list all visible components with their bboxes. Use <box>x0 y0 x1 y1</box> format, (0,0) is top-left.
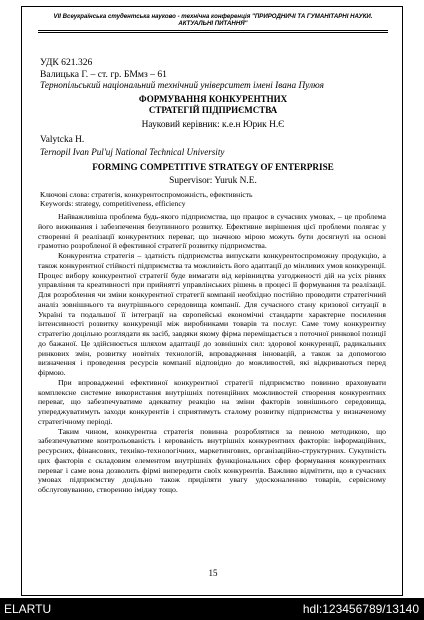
document-page <box>21 6 403 596</box>
author-en: Valytcka H. <box>40 135 85 145</box>
article-body <box>38 212 386 495</box>
title-ua: ФОРМУВАННЯ КОНКУРЕНТНИХ СТРАТЕГІЙ ПІДПРИЄМСТВА <box>138 94 288 115</box>
page-number: 15 <box>208 568 218 578</box>
supervisor-ua: Науковий керівник: к.е.н Юрик Н.Є <box>141 120 285 130</box>
handle-id: hdl:123456789/13140 <box>302 602 419 616</box>
institution-ua: Тернопільський національний технічний університет імені Івана Пулюя <box>40 81 324 91</box>
keywords-en: Keywords: strategy, competitiveness, efficiency <box>40 199 186 208</box>
conference-line-2: АКТУАЛЬНІ ПИТАННЯ" <box>178 20 248 27</box>
header-rule-top <box>38 30 388 31</box>
conference-line-1: VII Всеукраїнська студентська науково - технічна конференція "ПРИРОДНИЧІ ТА ГУМАНІТАРНІ НАУКИ. <box>53 13 373 20</box>
footer-bar <box>0 598 424 620</box>
udc-code: УДК 621.326 <box>40 57 93 68</box>
paragraph: Конкурентна стратегія – здатність підприємства випускати конкурентоспроможну продукцію, а також конкурентної стійкості підприємства та можливість його адаптації до мінливих умов конкуренції. Процес вибору конкурентної стратегії буде вимагати від керівництва узгодженості дій на усіх рівнях управління та креативності при прийнятті управлінських рішень в процесі її формування та реалізації. Для розроблення чи зміни конкурентної стратегії компанії необхідно постійно проводити стратегічний аналіз зовнішнього та внутрішнього середовища компанії. Для сучасного стану кризової ситуації в Україні та подальшої її інтеграції на європейські економічні стандарти характерне посилення інтенсивності розвитку конкуренції між виробниками товарів та послуг. Саме тому конкурентну стратегію доцільно розглядати як засіб, завдяки якому фірма переміщається з поточної ринкової позиції до бажаної. Це здійснюється шляхом адаптації до зовнішніх сил: здорової конкуренції, радикальних ринкових змін, розвитку новітніх технологій, впровадження інновацій, а також за допомогою визначення і проведення ресурсів компанії відповідно до можливостей, які відкриваються перед фірмою. <box>38 251 386 377</box>
paragraph: При впровадженні ефективної конкурентної стратегії підприємство повинно враховувати комплексне системне використання внутрішніх потенційних можливостей створення конкурентних переваг, що забезпечуватиме адекватну реакцію на зміни факторів зовнішнього середовища, упереджуватимуть заходи конкурентів і сприятимуть сталому розвитку підприємства у визначеному стратегічному періоді. <box>38 377 386 426</box>
supervisor-en: Supervisor: Yuruk N.E. <box>169 176 257 186</box>
paragraph: Найважливіша проблема будь-якого підприємства, що працює в сучасних умовах, – це проблема його виживання і забезпечення безупинного розвитку. Ефективне вирішення цієї проблеми полягає у створенні й реалізації конкурентних переваг, що значною мірою можуть бути досягнуті на основі грамотно розробленої й ефективної стратегії розвитку підприємства. <box>38 212 386 251</box>
title-en: FORMING COMPETITIVE STRATEGY OF ENTERPRISE <box>92 162 334 172</box>
header-rule-bottom <box>38 32 388 33</box>
repository-name: ELARTU <box>4 602 52 616</box>
conference-header <box>42 13 384 27</box>
paragraph: Таким чином, конкурентна стратегія повинна розроблятися за певною методикою, що забезпечуватиме контрольованість і керованість внутрішніх конкурентних факторів: інформаційних, ресурсних, фінансових, техніко-технологічних, маркетингових, організаційно-структурних. Сукупність цих факторів є складовим елементом внутрішніх функціональних сфер формування конкурентних переваг і саме вона дозволить фірмі випередити своїх конкурентів. Важливо відмітити, що в сучасних умовах підприємству доцільно також приділяти увагу удосконаленню товарів, сервісному обслуговуванню, створенню іміджу тощо. <box>38 426 386 494</box>
institution-en: Ternopil Ivan Pul'uj National Technical University <box>40 147 225 157</box>
author-ua: Валицька Г. – ст. гр. БМмз – 61 <box>40 69 167 80</box>
keywords-ua: Ключові слова: стратегія, конкурентоспроможність, ефективність <box>40 190 253 199</box>
